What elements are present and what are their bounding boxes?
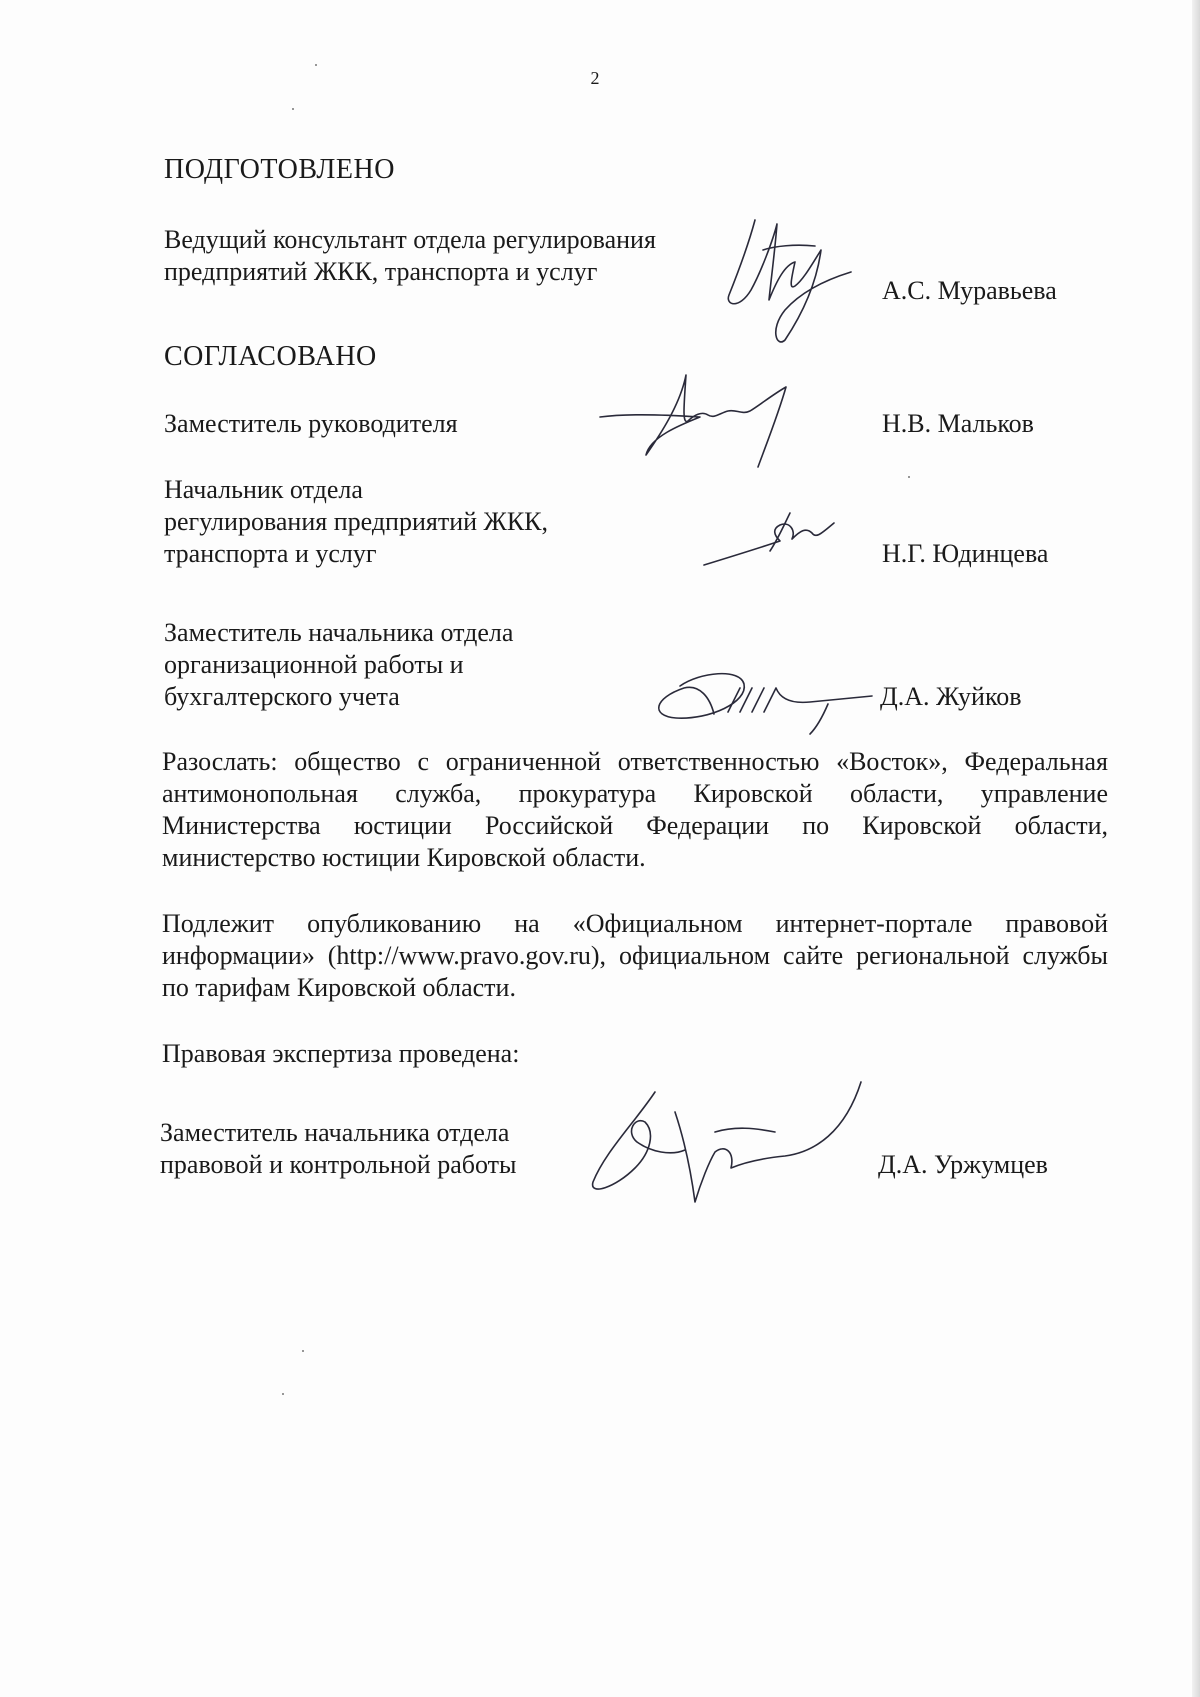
scan-speck <box>315 64 317 66</box>
page-number: 2 <box>590 68 600 88</box>
agreed-heading: СОГЛАСОВАНО <box>164 341 377 372</box>
signer-3-position-line-3: бухгалтерского учета <box>164 682 400 711</box>
prepared-signer-name: А.С. Муравьева <box>882 276 1057 305</box>
prepared-heading: ПОДГОТОВЛЕНО <box>164 154 395 185</box>
signer-2-position-line-2: регулирования предприятий ЖКК, <box>164 507 549 536</box>
prepared-position-line-2: предприятий ЖКК, транспорта и услуг <box>164 257 598 286</box>
prepared-position-line-1: Ведущий консультант отдела регулирования <box>164 225 656 254</box>
signature-yudintseva <box>700 505 840 575</box>
signer-3-position-line-1: Заместитель начальника отдела <box>164 618 514 647</box>
signature-urzhumtsev <box>585 1072 865 1212</box>
signature-zhuikov <box>640 658 880 738</box>
scan-edge <box>1192 0 1200 1697</box>
legal-review-heading: Правовая экспертиза проведена: <box>162 1039 520 1068</box>
distribution-paragraph: Разослать: общество с ограниченной ответственностью «Восток», Федеральная антимонопольная служба, прокуратура Кировской области, управление Министерства юстиции Российской Федерации по Кировской области, министерство юстиции Кировской области. <box>162 747 1108 872</box>
signature-muravyeva <box>725 210 855 350</box>
scan-speck <box>292 108 294 110</box>
signer-2-name: Н.Г. Юдинцева <box>882 539 1049 568</box>
legal-review-position-line-1: Заместитель начальника отдела <box>160 1118 510 1147</box>
signer-3-name: Д.А. Жуйков <box>880 682 1022 711</box>
scan-speck <box>282 1393 284 1395</box>
signer-3-position-line-2: организационной работы и <box>164 650 464 679</box>
signer-1-position-line-1: Заместитель руководителя <box>164 409 458 438</box>
scan-speck <box>302 1350 304 1352</box>
publication-paragraph: Подлежит опубликованию на «Официальном интернет-портале правовой информации» (http://www.pravo.gov.ru), официальном сайте региональной службы по тарифам Кировской области. <box>162 909 1108 1002</box>
scan-speck <box>908 476 910 478</box>
signature-malkov <box>590 365 820 475</box>
signer-2-position-line-3: транспорта и услуг <box>164 539 377 568</box>
signer-2-position-line-1: Начальник отдела <box>164 475 363 504</box>
legal-review-signer-name: Д.А. Уржумцев <box>878 1150 1048 1179</box>
legal-review-position-line-2: правовой и контрольной работы <box>160 1150 517 1179</box>
signer-1-name: Н.В. Мальков <box>882 409 1034 438</box>
